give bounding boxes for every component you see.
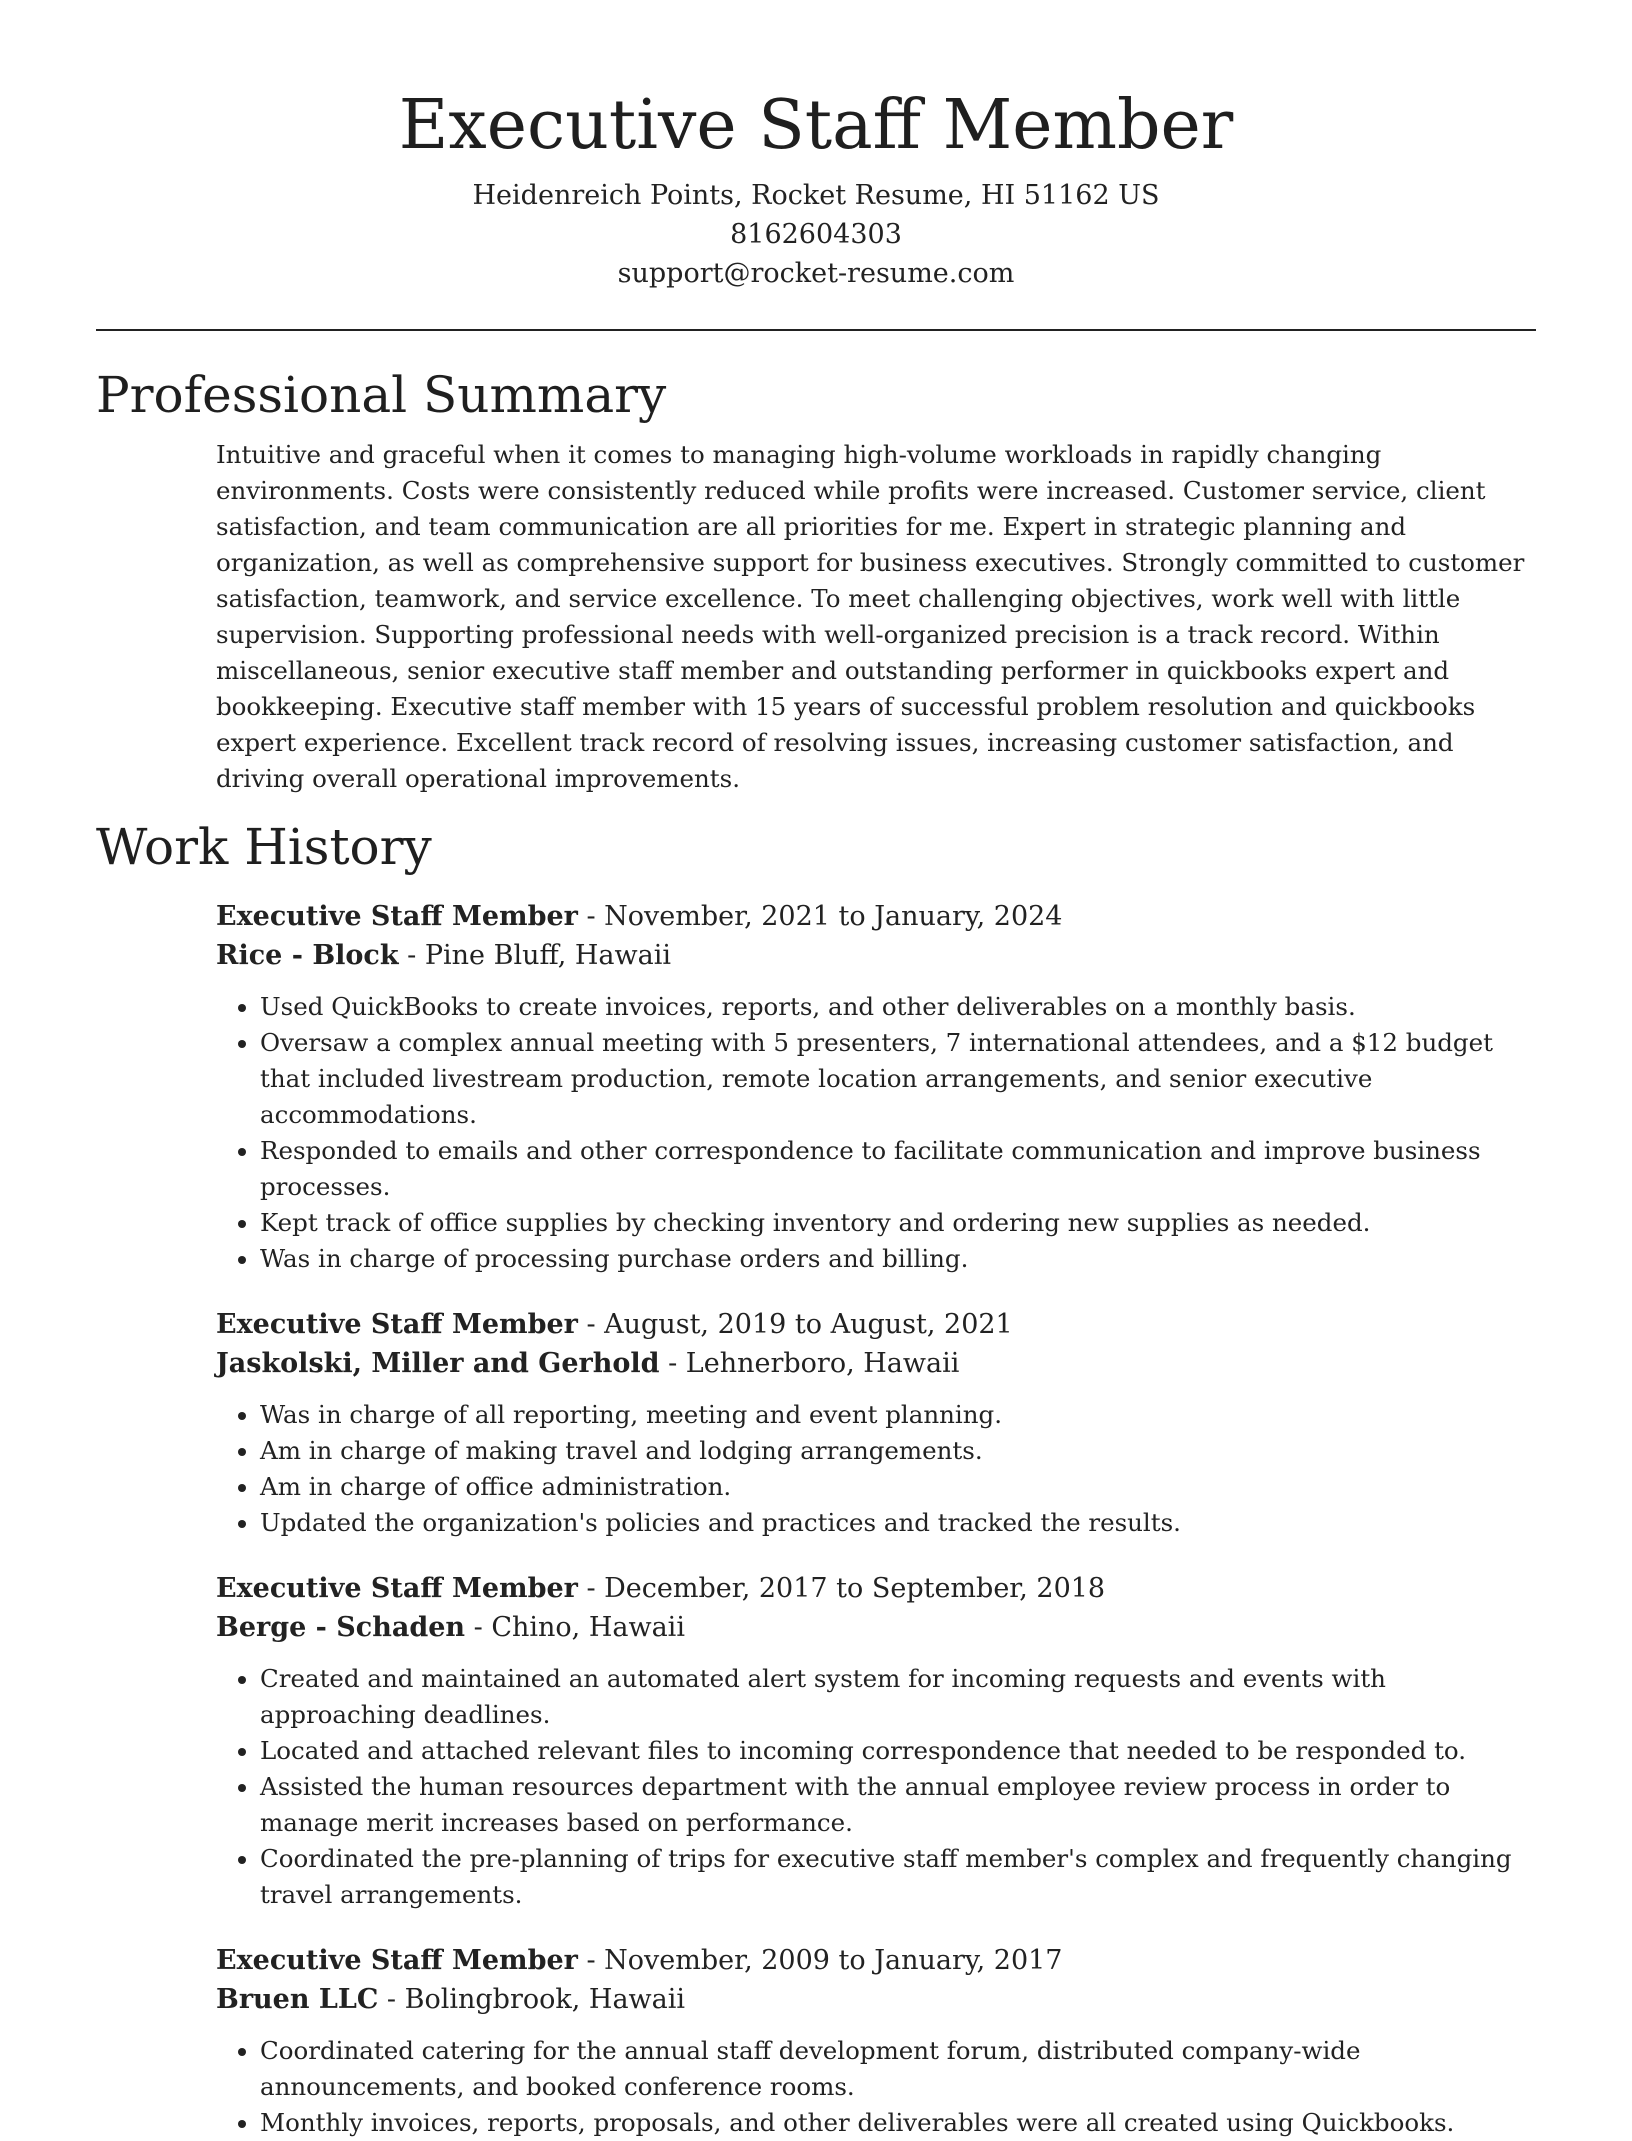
job-company-line xyxy=(216,1980,1536,2019)
job-title-line xyxy=(216,1305,1536,1344)
job-dates: - December, 2017 to September, 2018 xyxy=(577,1573,1106,1604)
contact-address: Heidenreich Points, Rocket Resume, HI 51162 US xyxy=(472,180,1160,211)
job-title-line xyxy=(216,897,1536,936)
job-bullet: • Oversaw a complex annual meeting with 5 presenters, 7 international attendees, and a $12 budget that included livestream production, remote location arrangements, and senior executive accommodations. xyxy=(260,1025,1536,1133)
job-bullet: • Coordinated the pre-planning of trips for executive staff member's complex and frequently changing travel arrangements. xyxy=(260,1841,1536,1913)
job-bullet: • Created and maintained an automated alert system for incoming requests and events with approaching deadlines. xyxy=(260,1661,1536,1733)
job-entry xyxy=(216,1941,1536,2141)
job-dates: - November, 2009 to January, 2017 xyxy=(577,1945,1063,1976)
job-role: Executive Staff Member xyxy=(216,1945,578,1976)
job-company-line xyxy=(216,1608,1536,1647)
job-company-line xyxy=(216,936,1536,975)
job-role: Executive Staff Member xyxy=(216,901,578,932)
job-bullet: • Responded to emails and other correspondence to facilitate communication and improve business processes. xyxy=(260,1133,1536,1205)
resume-page xyxy=(96,0,1536,2141)
job-bullets xyxy=(216,1397,1536,1541)
job-location: - Lehnerboro, Hawaii xyxy=(659,1348,960,1379)
contact-phone: 8162604303 xyxy=(730,219,902,250)
work-history-list xyxy=(216,897,1536,2141)
job-entry xyxy=(216,897,1536,1277)
job-role: Executive Staff Member xyxy=(216,1309,578,1340)
job-bullet: • Coordinated catering for the annual staff development forum, distributed company-wide announcements, and booked conference rooms. xyxy=(260,2033,1536,2105)
job-bullet: • Monthly invoices, reports, proposals, and other deliverables were all created using Quickbooks. xyxy=(260,2105,1536,2141)
header-divider xyxy=(96,329,1536,331)
work-history-heading: Work History xyxy=(96,818,432,876)
job-entry xyxy=(216,1305,1536,1541)
job-bullet: • Was in charge of processing purchase orders and billing. xyxy=(260,1241,1536,1277)
job-location: - Pine Bluff, Hawaii xyxy=(398,940,671,971)
job-bullet: • Am in charge of making travel and lodging arrangements. xyxy=(260,1433,1536,1469)
job-company: Berge - Schaden xyxy=(216,1612,466,1643)
job-bullets xyxy=(216,2033,1536,2141)
job-company: Jaskolski, Miller and Gerhold xyxy=(216,1348,660,1379)
job-bullet: • Used QuickBooks to create invoices, reports, and other deliverables on a monthly basis. xyxy=(260,989,1536,1025)
job-role: Executive Staff Member xyxy=(216,1573,578,1604)
job-bullet: • Updated the organization's policies and practices and tracked the results. xyxy=(260,1505,1536,1541)
job-bullet: • Assisted the human resources department with the annual employee review process in order to manage merit increases based on performance. xyxy=(260,1769,1536,1841)
job-title-line xyxy=(216,1569,1536,1608)
job-bullet: • Located and attached relevant files to incoming correspondence that needed to be responded to. xyxy=(260,1733,1536,1769)
job-bullet: • Kept track of office supplies by checking inventory and ordering new supplies as needed. xyxy=(260,1205,1536,1241)
job-location: - Chino, Hawaii xyxy=(465,1612,685,1643)
summary-heading: Professional Summary xyxy=(96,366,667,424)
job-entry xyxy=(216,1569,1536,1913)
job-company: Rice - Block xyxy=(216,940,399,971)
summary-text: Intuitive and graceful when it comes to managing high-volume workloads in rapidly changing environments. Costs were consistently reduced while profits were increased. Customer service, client satisfaction, and team communication are all priorities for me. Expert in strategic planning and organization, as well as comprehensive support for business executives. Strongly committed to customer satisfaction, teamwork, and service excellence. To meet challenging objectives, work well with little supervision. Supporting professional needs with well-organized precision is a track record. Within miscellaneous, senior executive staff member and outstanding performer in quickbooks expert and bookkeeping. Executive staff member with 15 years of successful problem resolution and quickbooks expert experience. Excellent track record of resolving issues, increasing customer satisfaction, and driving overall operational improvements. xyxy=(216,440,1525,793)
job-bullets xyxy=(216,1661,1536,1913)
candidate-name: Executive Staff Member xyxy=(398,86,1234,165)
job-bullet: • Am in charge of office administration. xyxy=(260,1469,1536,1505)
job-company: Bruen LLC xyxy=(216,1984,379,2015)
job-bullets xyxy=(216,989,1536,1277)
job-dates: - November, 2021 to January, 2024 xyxy=(577,901,1063,932)
job-location: - Bolingbrook, Hawaii xyxy=(378,1984,686,2015)
job-company-line xyxy=(216,1344,1536,1383)
contact-email: support@rocket-resume.com xyxy=(617,258,1015,289)
job-title-line xyxy=(216,1941,1536,1980)
job-bullet: • Was in charge of all reporting, meeting and event planning. xyxy=(260,1397,1536,1433)
contact-block xyxy=(96,176,1536,293)
job-dates: - August, 2019 to August, 2021 xyxy=(577,1309,1013,1340)
